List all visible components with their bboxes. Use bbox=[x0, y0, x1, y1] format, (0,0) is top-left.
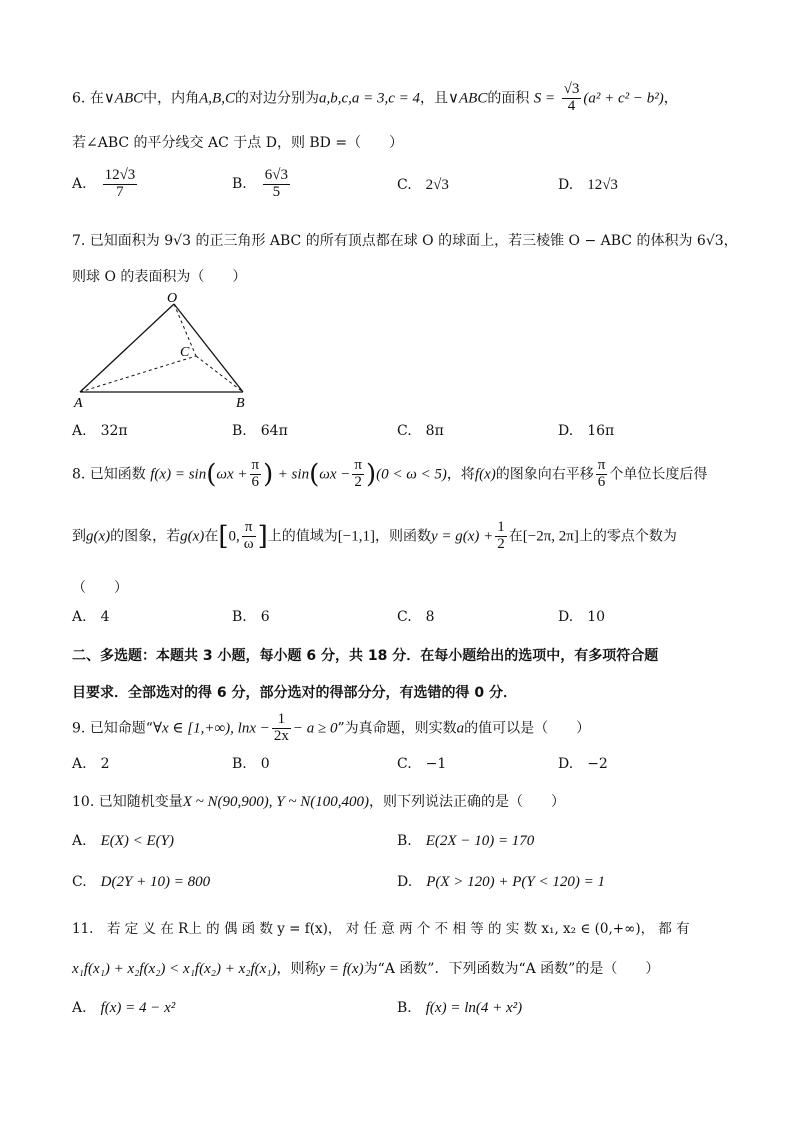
q8-line3: （ ） bbox=[72, 580, 128, 596]
q6-line1: 6. 在∨ABC中，内角A,B,C的对边分别为a,b,c,a = 3,c = 4，且∨ABC的面积 S = $\frac{√3}{4}$ (a² + c² − b²)， bbox=[72, 81, 678, 114]
q6-number: 6. bbox=[72, 90, 86, 107]
q6-option-b: B. $\frac{6√3}{5}$ bbox=[232, 167, 288, 200]
q6-line2: 若∠ABC 的平分线交 AC 于点 D，则 BD =（ ） bbox=[72, 135, 404, 151]
q8-option-c: C. 8 bbox=[397, 609, 435, 625]
q7-option-c: C. 8π bbox=[397, 423, 444, 439]
q8-option-a: A. 4 bbox=[72, 609, 110, 625]
label-b: B bbox=[236, 396, 245, 410]
q8-option-b: B. 6 bbox=[232, 609, 270, 625]
q7-option-a: A. 32π bbox=[72, 423, 128, 439]
label-a: A bbox=[74, 396, 83, 410]
q9-option-b: B. 0 bbox=[232, 756, 270, 772]
q6-option-d: D. 12√3 bbox=[558, 177, 618, 193]
label-c: C bbox=[180, 345, 190, 360]
q7-option-d: D. 16π bbox=[558, 423, 615, 439]
q10-line: 10. 已知随机变量X ~ N(90,900), Y ~ N(100,400)，则下列说法正确的是（ ） bbox=[72, 794, 565, 810]
q10-option-c: C. D(2Y + 10) = 800 bbox=[72, 874, 211, 890]
q11-line2: x₁f(x₁) + x₂f(x₂) < x₁f(x₂) + x₂f(x₁)，则称y = f(x)为“A 函数”．下列函数为“A 函数”的是（ ） bbox=[72, 961, 660, 977]
q7-line2: 则球 O 的表面积为（ ） bbox=[72, 269, 247, 285]
q7-line1: 7. 已知面积为 9√3 的正三角形 ABC 的所有顶点都在球 O 的球面上，若三棱锥 O − ABC 的体积为 6√3， bbox=[72, 233, 738, 249]
q9-line: 9. 已知命题“∀x ∈ [1,+∞), lnx − $\frac{1}{2x}$ − a ≥ 0”为真命题，则实数a的值可以是（ ） bbox=[72, 711, 591, 744]
q11-option-b: B. f(x) = ln(4 + x²) bbox=[397, 1000, 523, 1016]
q6-area-fraction: $\frac{√3}{4}$ bbox=[563, 81, 580, 114]
label-o: O bbox=[167, 291, 178, 306]
q9-option-d: D. −2 bbox=[558, 756, 608, 772]
q9-option-a: A. 2 bbox=[72, 756, 110, 772]
q11-line1: 11. 若 定 义 在 R上 的 偶 函 数 y = f(x)， 对 任 意 两 个 不 相 等 的 实 数 x₁, x₂ ∈ (0,+∞)， 都 有 bbox=[72, 921, 690, 937]
q8-line2: 到g(x)的图象，若g(x)在[0, $\frac{\pi}{\omega}$ ]上的值域为[−1,1]，则函数y = g(x) + $\frac{1}{2}$ 在[−2π, 2π]上的零点个数为 bbox=[72, 519, 677, 552]
q10-option-a: A. E(X) < E(Y) bbox=[72, 833, 174, 849]
section2-heading-line1: 二、多选题：本题共 3 小题，每小题 6 分，共 18 分．在每小题给出的选项中，有多项符合题 bbox=[72, 648, 659, 664]
q7-pyramid-figure bbox=[68, 290, 258, 410]
q10-option-b: B. E(2X − 10) = 170 bbox=[397, 833, 535, 849]
q11-option-a: A. f(x) = 4 − x² bbox=[72, 1000, 176, 1016]
q10-option-d: D. P(X > 120) + P(Y < 120) = 1 bbox=[397, 874, 605, 890]
q7-option-b: B. 64π bbox=[232, 423, 288, 439]
q9-option-c: C. −1 bbox=[397, 756, 447, 772]
q8-option-d: D. 10 bbox=[558, 609, 606, 625]
q8-line1: 8. 已知函数 f(x) = sin(ωx + $\frac{\pi}{6}$ ) + sin(ωx − $\frac{\pi}{2}$ )(0 < ω < 5)，将f(x)的图象向右平移 $\frac{\pi}{6}$ 个单位长度后得 bbox=[72, 457, 708, 490]
q6-option-c: C. 2√3 bbox=[397, 177, 449, 193]
q6-option-a: A. $\frac{12√3}{7}$ bbox=[72, 167, 136, 200]
section2-heading-line2: 目要求．全部选对的得 6 分，部分选对的得部分分，有选错的得 0 分． bbox=[72, 685, 517, 701]
